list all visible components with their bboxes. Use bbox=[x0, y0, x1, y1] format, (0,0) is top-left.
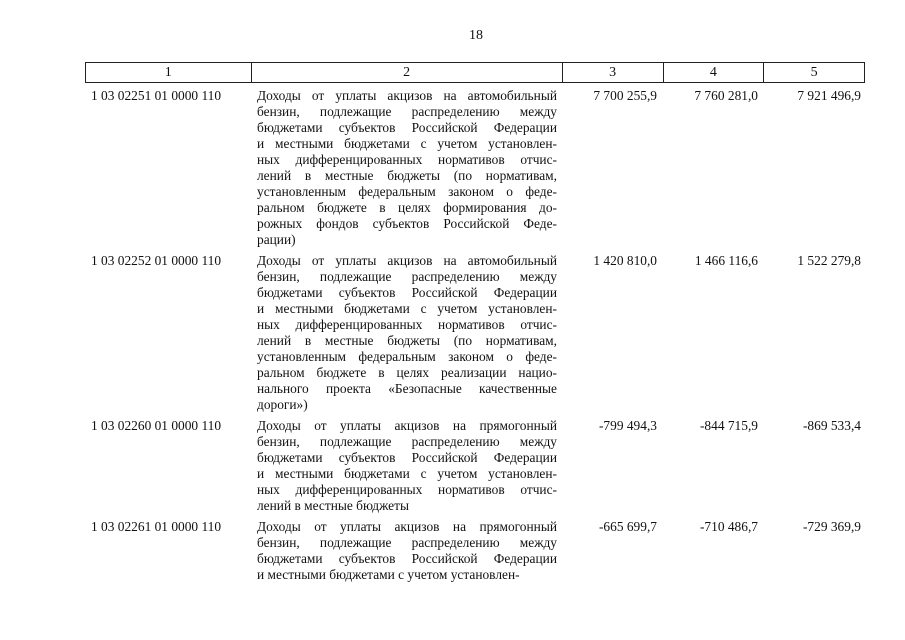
description-line: Доходы от уплаты акцизов на прямогонный bbox=[257, 418, 557, 433]
amount-column-3: -665 699,7 bbox=[598, 519, 657, 534]
income-code: 1 03 02251 01 0000 110 bbox=[91, 88, 222, 103]
amount-column-3: -799 494,3 bbox=[598, 418, 657, 433]
description-line: ральном бюджете в целях реализации нацио- bbox=[257, 365, 557, 380]
description-line: Доходы от уплаты акцизов на прямогонный bbox=[257, 519, 557, 534]
description-line: лений в местные бюджеты (по нормативам, bbox=[257, 333, 557, 348]
description-line: и местными бюджетами с учетом установлен- bbox=[257, 136, 557, 151]
description-line: ных дифференцированных нормативов отчис- bbox=[257, 482, 557, 497]
description-line: ральном бюджете в целях формирования до- bbox=[257, 200, 557, 215]
column-header-3: 3 bbox=[563, 63, 664, 82]
description-line: бюджетами субъектов Российской Федерации bbox=[257, 450, 557, 465]
table-row bbox=[85, 519, 865, 583]
table-header-row bbox=[85, 62, 865, 83]
description-line: ных дифференцированных нормативов отчис- bbox=[257, 317, 557, 332]
description-line: Доходы от уплаты акцизов на автомобильный bbox=[257, 88, 557, 103]
amount-column-4: 1 466 116,6 bbox=[694, 253, 758, 268]
amount-column-3: 7 700 255,9 bbox=[593, 88, 657, 103]
page-number: 18 bbox=[469, 28, 483, 43]
description-line: Доходы от уплаты акцизов на автомобильный bbox=[257, 253, 557, 268]
table-row bbox=[85, 418, 865, 514]
description-line: и местными бюджетами с учетом установлен- bbox=[257, 466, 557, 481]
income-description bbox=[251, 418, 563, 514]
income-code: 1 03 02261 01 0000 110 bbox=[91, 519, 222, 534]
description-line: нального проекта «Безопасные качественные bbox=[257, 381, 557, 396]
income-code: 1 03 02252 01 0000 110 bbox=[91, 253, 222, 268]
table-body bbox=[85, 88, 865, 588]
income-description bbox=[251, 519, 563, 583]
description-line: дороги») bbox=[257, 397, 308, 412]
description-line: лений в местные бюджеты (по нормативам, bbox=[257, 168, 557, 183]
amount-column-5: 1 522 279,8 bbox=[797, 253, 861, 268]
amount-column-4: -844 715,9 bbox=[699, 418, 758, 433]
description-line: бюджетами субъектов Российской Федерации bbox=[257, 551, 557, 566]
description-line: установленным федеральным законом о феде- bbox=[257, 349, 557, 364]
description-line: установленным федеральным законом о феде- bbox=[257, 184, 557, 199]
amount-column-5: -729 369,9 bbox=[802, 519, 861, 534]
income-code: 1 03 02260 01 0000 110 bbox=[91, 418, 222, 433]
income-description bbox=[251, 88, 563, 248]
description-line: бензин, подлежащие распределению между bbox=[257, 434, 557, 449]
table-row bbox=[85, 253, 865, 413]
income-description bbox=[251, 253, 563, 413]
description-line: бюджетами субъектов Российской Федерации bbox=[257, 285, 557, 300]
description-line: ных дифференцированных нормативов отчис- bbox=[257, 152, 557, 167]
description-line: и местными бюджетами с учетом установлен- bbox=[257, 567, 520, 582]
amount-column-4: 7 760 281,0 bbox=[694, 88, 758, 103]
amount-column-4: -710 486,7 bbox=[699, 519, 758, 534]
column-header-5: 5 bbox=[810, 65, 818, 80]
amount-column-5: 7 921 496,9 bbox=[797, 88, 861, 103]
description-line: и местными бюджетами с учетом установлен- bbox=[257, 301, 557, 316]
description-line: рации) bbox=[257, 232, 296, 247]
column-header-1: 1 bbox=[86, 63, 252, 82]
amount-column-3: 1 420 810,0 bbox=[593, 253, 657, 268]
table-row bbox=[85, 88, 865, 248]
description-line: бензин, подлежащие распределению между bbox=[257, 535, 557, 550]
column-header-2: 2 bbox=[252, 63, 563, 82]
description-line: лений в местные бюджеты bbox=[257, 498, 409, 513]
description-line: рожных фондов субъектов Российской Феде- bbox=[257, 216, 557, 231]
description-line: бюджетами субъектов Российской Федерации bbox=[257, 120, 557, 135]
description-line: бензин, подлежащие распределению между bbox=[257, 104, 557, 119]
description-line: бензин, подлежащие распределению между bbox=[257, 269, 557, 284]
column-header-4: 4 bbox=[664, 63, 765, 82]
amount-column-5: -869 533,4 bbox=[802, 418, 861, 433]
